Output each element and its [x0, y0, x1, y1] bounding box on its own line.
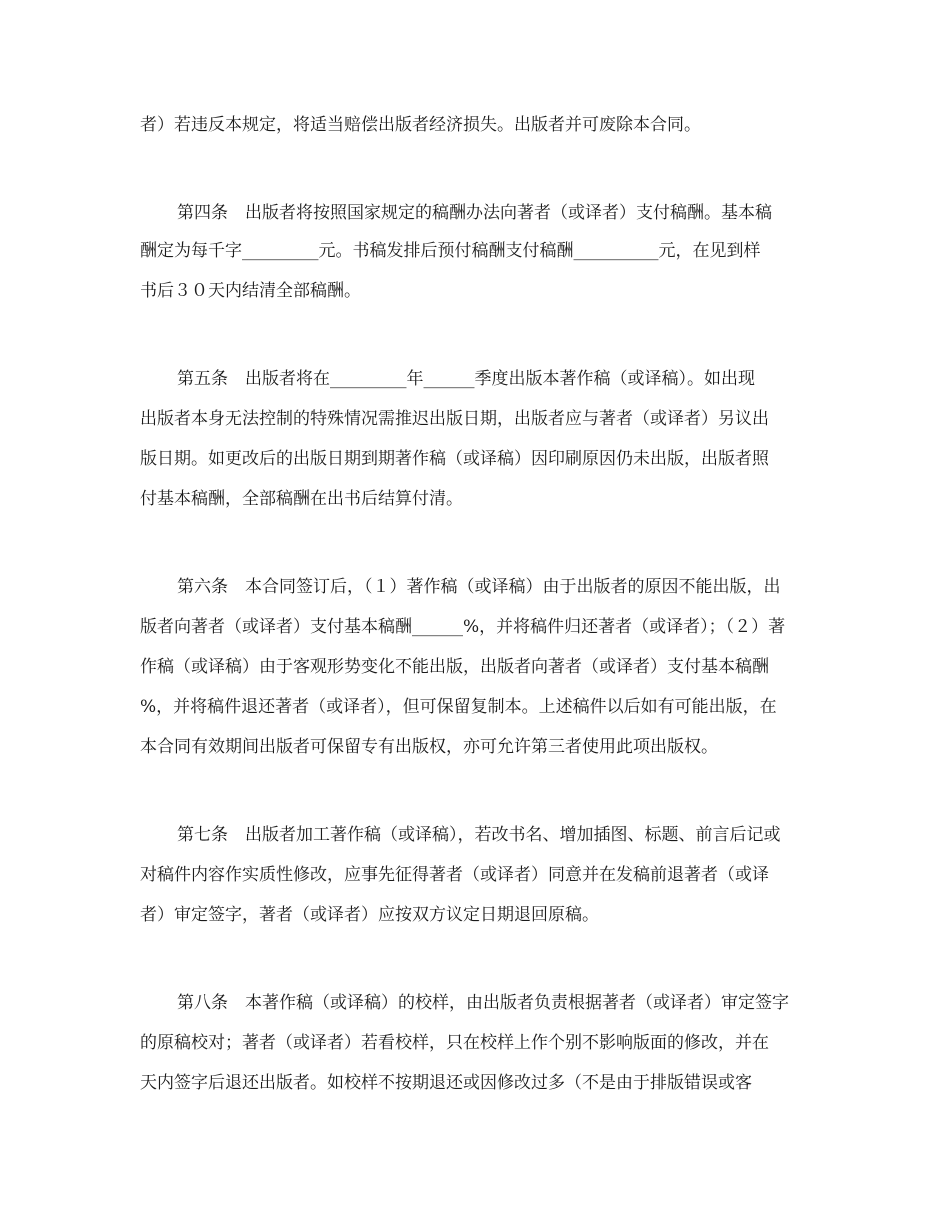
- article-6-heading-line: 第六条 本合同签订后，（１）著作稿（或译稿）由于出版者的原因不能出版，出: [177, 577, 781, 597]
- article-8-heading-line: 第八条 本著作稿（或译稿）的校样，由出版者负责根据著者（或译者）审定签字: [177, 993, 789, 1013]
- text-line: 酬定为每千字_________元。书稿发排后预付稿酬支付稿酬__________元，在见到样: [140, 241, 761, 261]
- text-line: %，并将稿件退还著者（或译者），但可保留复制本。上述稿件以后如有可能出版，在: [140, 697, 777, 717]
- text-line: 版日期。如更改后的出版日期到期著作稿（或译稿）因印刷原因仍未出版，出版者照: [140, 449, 769, 469]
- article-4-heading-line: 第四条 出版者将按照国家规定的稿酬办法向著者（或译者）支付稿酬。基本稿: [177, 203, 772, 223]
- article-5-heading-line: 第五条 出版者将在_________年______季度出版本著作稿（或译稿）。如出现: [177, 369, 755, 389]
- text-line: 书后３０天内结清全部稿酬。: [140, 281, 361, 301]
- text-line: 的原稿校对；著者（或译者）若看校样，只在校样上作个别不影响版面的修改，并在: [140, 1033, 769, 1053]
- text-line: 版者向著者（或译者）支付基本稿酬______%，并将稿件归还著者（或译者）；（２）著: [140, 617, 786, 637]
- text-line: 对稿件内容作实质性修改，应事先征得著者（或译者）同意并在发稿前退著者（或译: [140, 865, 769, 885]
- text-line: 本合同有效期间出版者可保留专有出版权，亦可允许第三者使用此项出版权。: [140, 737, 718, 757]
- text-line: 天内签字后退还出版者。如校样不按期退还或因修改过多（不是由于排版错误或客: [140, 1073, 752, 1093]
- article-7-heading-line: 第七条 出版者加工著作稿（或译稿），若改书名、增加插图、标题、前言后记或: [177, 825, 781, 845]
- text-line: 作稿（或译稿）由于客观形势变化不能出版，出版者向著者（或译者）支付基本稿酬: [140, 657, 769, 677]
- text-line: 者）若违反本规定，将适当赔偿出版者经济损失。出版者并可废除本合同。: [140, 115, 701, 135]
- text-line: 付基本稿酬，全部稿酬在出书后结算付清。: [140, 489, 463, 509]
- text-line: 出版者本身无法控制的特殊情况需推迟出版日期，出版者应与著者（或译者）另议出: [140, 409, 769, 429]
- text-line: 者）审定签字，著者（或译者）应按双方议定日期退回原稿。: [140, 905, 599, 925]
